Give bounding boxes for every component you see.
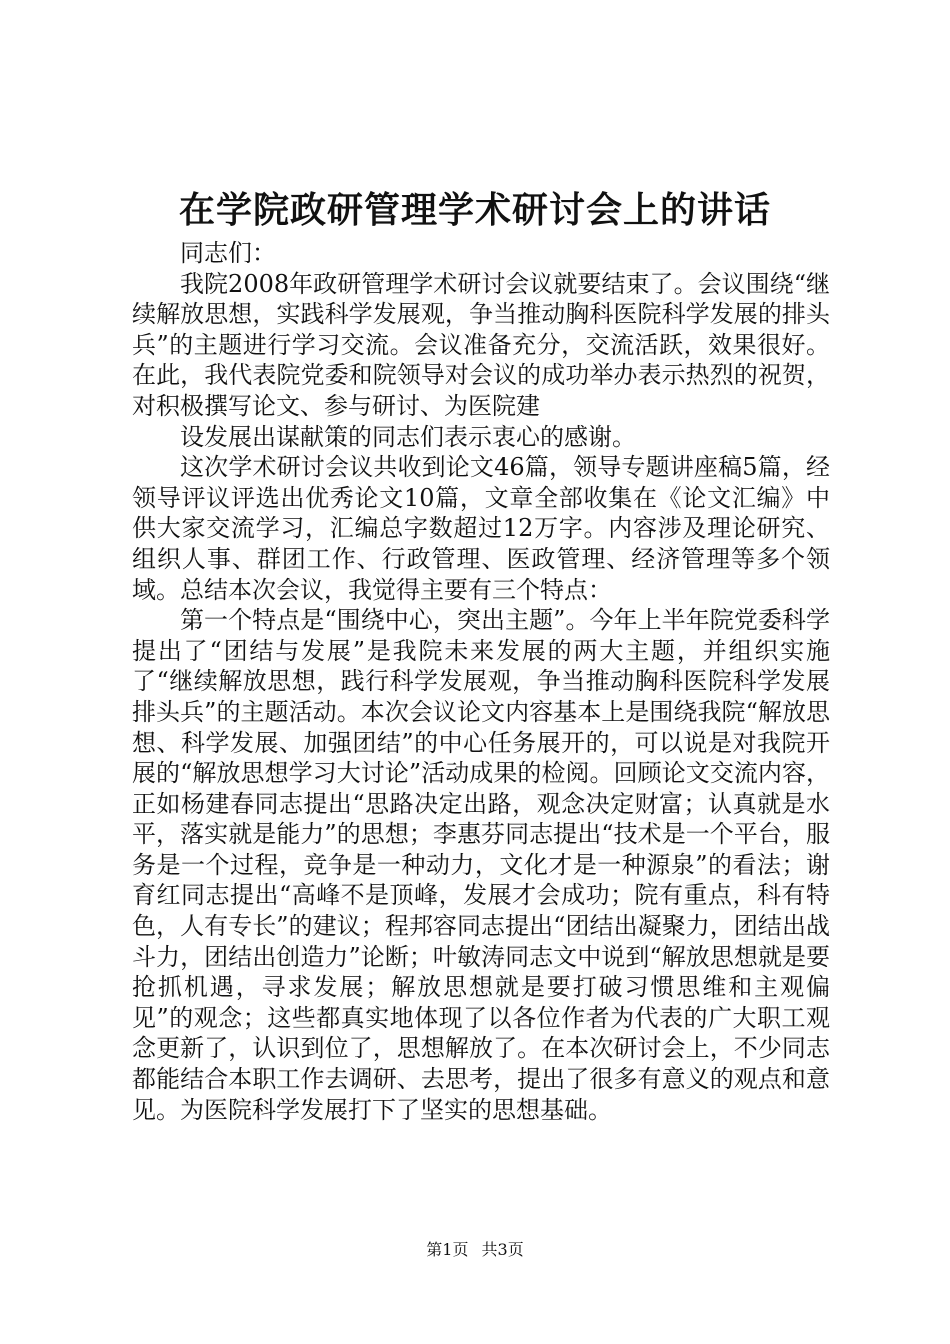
paragraph-summary: 这次学术研讨会议共收到论文46篇，领导专题讲座稿5篇，经领导评议评选出优秀论文10篇，文章全部收集在《论文汇编》中供大家交流学习，汇编总字数超过12万字。内容涉及理论研究、组织人事、群团工作、行政管理、医政管理、经济管理等多个领域。总结本次会议，我觉得主要有三个特点： [132,453,830,604]
page-number: 第1页 [426,1240,469,1259]
paragraph-first-feature: 第一个特点是“围绕中心，突出主题”。今年上半年院党委科学提出了“团结与发展”是我院未来发展的两大主题，并组织实施了“继续解放思想，践行科学发展观，争当推动胸科医院科学发展排头兵”的主题活动。本次会议论文内容基本上是围绕我院“解放思想、科学发展、加强团结”的中心任务展开的，可以说是对我院开展的“解放思想学习大讨论”活动成果的检阅。回顾论文交流内容，正如杨建春同志提出“思路决定出路，观念决定财富；认真就是水平，落实就是能力”的思想；李惠芬同志提出“技术是一个平台，服务是一个过程，竞争是一种动力，文化才是一种源泉”的看法；谢育红同志提出“高峰不是顶峰，发展才会成功；院有重点，科有特色，人有专长”的建议；程邦容同志提出“团结出凝聚力，团结出战斗力，团结出创造力”论断；叶敏涛同志文中说到“解放思想就是要抢抓机遇，寻求发展；解放思想就是要打破习惯思维和主观偏见”的观念；这些都真实地体现了以各位作者为代表的广大职工观念更新了，认识到位了，思想解放了。在本次研讨会上，不少同志都能结合本职工作去调研、去思考，提出了很多有意义的观点和意见。为医院科学发展打下了坚实的思想基础。 [132,606,830,1124]
paragraph-thanks: 设发展出谋献策的同志们表示衷心的感谢。 [180,422,636,451]
page-total: 共3页 [481,1240,524,1259]
paragraph-intro: 我院2008年政研管理学术研讨会议就要结束了。会议围绕“继续解放思想，实践科学发展观，争当推动胸科医院科学发展的排头兵”的主题进行学习交流。会议准备充分，交流活跃，效果很好。在此，我代表院党委和院领导对会议的成功举办表示热烈的祝贺，对积极撰写论文、参与研讨、为医院建 [132,269,830,420]
salutation: 同志们： [180,239,276,267]
page-footer [0,1240,950,1260]
document-title: 在学院政研管理学术研讨会上的讲话 [178,189,771,231]
document-body [132,238,830,1125]
